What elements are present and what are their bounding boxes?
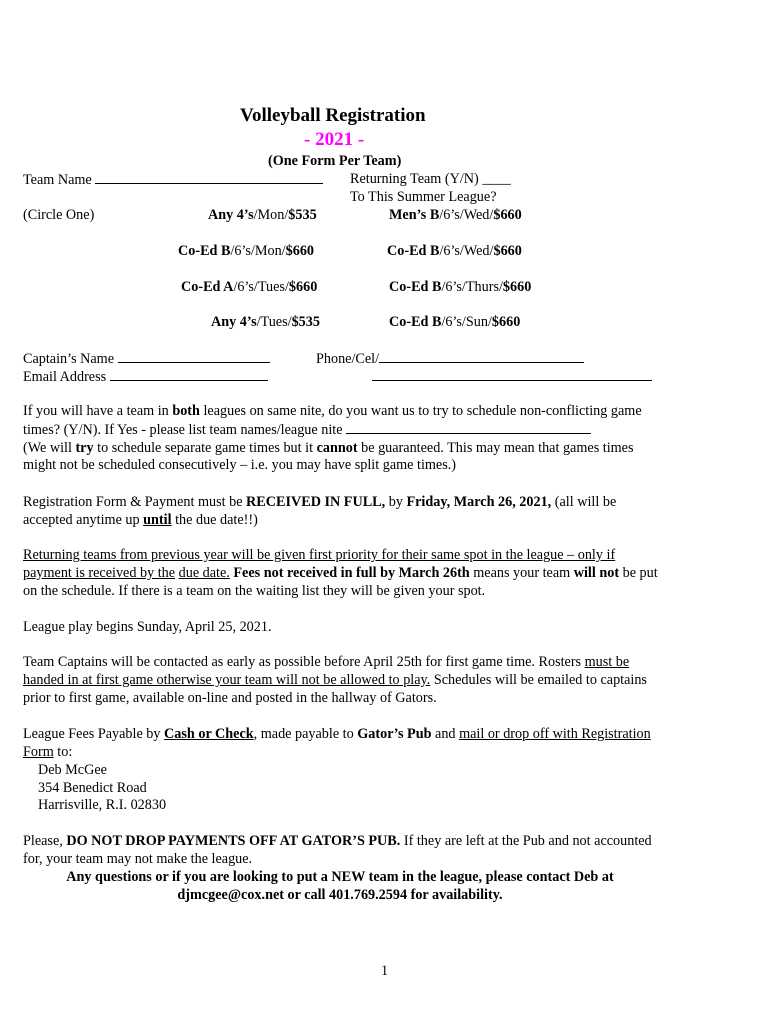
- league-fee: $660: [285, 243, 314, 259]
- summer-league-question: To This Summer League?: [350, 189, 497, 205]
- team-names-field[interactable]: [346, 421, 591, 434]
- email-extra-row: [372, 368, 652, 387]
- league-fee: $660: [491, 314, 521, 330]
- league-option[interactable]: [178, 243, 314, 261]
- contact-line-2: djmcgee@cox.net or call 401.769.2594 for availability.: [177, 887, 503, 903]
- league-name: Any 4’s: [208, 207, 254, 223]
- league-fee: $535: [291, 314, 320, 330]
- league-schedule: /Mon/: [253, 207, 289, 223]
- page-number: 1: [381, 963, 389, 979]
- league-fee: $660: [288, 279, 318, 295]
- phone-field[interactable]: [379, 350, 584, 363]
- address-name: Deb McGee: [38, 762, 107, 778]
- circle-one-label: (Circle One): [23, 207, 95, 223]
- league-name: Co-Ed B: [387, 243, 440, 259]
- captain-row: [23, 350, 270, 369]
- returning-team-label: Returning Team (Y/N) ____: [350, 171, 511, 187]
- address-city: Harrisville, R.I. 02830: [38, 797, 167, 813]
- league-option[interactable]: [211, 314, 320, 332]
- email-row: [23, 368, 268, 387]
- phone-label: Phone/Cel/: [316, 351, 380, 367]
- deadline-paragraph: Registration Form & Payment must be RECEIVED IN FULL, by Friday, March 26, 2021, (all will be accepted anytime up until the due date!!): [23, 494, 617, 528]
- league-schedule: /6’s/Wed/: [439, 207, 494, 223]
- league-start-paragraph: League play begins Sunday, April 25, 2021.: [23, 619, 272, 635]
- league-option[interactable]: [389, 279, 531, 297]
- league-fee: $660: [493, 243, 522, 259]
- league-name: Co-Ed B: [178, 243, 231, 259]
- returning-teams-paragraph: Returning teams from previous year will be given first priority for their same spot in the league – only if payment is received by the due date. Fees not received in full by March 26th means your team will not be put on the schedule. If there is a team on the waiting list they will be given your spot.: [23, 547, 658, 599]
- team-name-row: [23, 171, 323, 190]
- same-nite-paragraph: If you will have a team in both leagues on same nite, do you want us to try to schedule non-conflicting game times? (Y/N). If Yes - please list team names/league nite (We will try to schedule separate game times but it cannot be guaranteed. This may mean that games times might not be scheduled consecutively – i.e. you may have split game times.): [23, 403, 642, 474]
- league-fee: $535: [288, 207, 317, 223]
- league-option[interactable]: [208, 207, 317, 225]
- captain-name-field[interactable]: [118, 350, 270, 363]
- address-street: 354 Benedict Road: [38, 780, 147, 796]
- league-name: Co-Ed B: [389, 279, 442, 295]
- no-drop-paragraph: Please, DO NOT DROP PAYMENTS OFF AT GATOR’S PUB. If they are left at the Pub and not accounted for, your team may not make the league.: [23, 833, 652, 867]
- league-schedule: /Tues/: [256, 314, 292, 330]
- email-label: Email Address: [23, 369, 107, 385]
- league-option[interactable]: [389, 314, 520, 332]
- form-year: - 2021 -: [304, 129, 365, 150]
- captains-paragraph: Team Captains will be contacted as early as possible before April 25th for first game time. Rosters must be handed in at first game otherwise your team will not be allowed to play. Schedules will be emailed to captains prior to first game, available on-line and posted in the hallway of Gators.: [23, 654, 647, 706]
- form-subtitle: (One Form Per Team): [268, 153, 402, 169]
- league-name: Co-Ed A: [181, 279, 234, 295]
- league-schedule: /6’s/Mon/: [230, 243, 286, 259]
- league-fee: $660: [502, 279, 532, 295]
- league-schedule: /6’s/Wed/: [439, 243, 494, 259]
- contact-line-1: Any questions or if you are looking to put a NEW team in the league, please contact Deb at: [66, 869, 614, 885]
- fees-paragraph: League Fees Payable by Cash or Check, made payable to Gator’s Pub and mail or drop off with Registration Form to:: [23, 726, 651, 760]
- email-extra-field[interactable]: [372, 368, 652, 381]
- league-schedule: /6’s/Thurs/: [441, 279, 503, 295]
- league-option[interactable]: [181, 279, 317, 297]
- league-name: Co-Ed B: [389, 314, 442, 330]
- team-name-field[interactable]: [95, 171, 323, 184]
- form-title: Volleyball Registration: [240, 105, 426, 126]
- email-field[interactable]: [110, 368, 268, 381]
- league-name: Men’s B: [389, 207, 440, 223]
- phone-row: [316, 350, 584, 369]
- team-name-label: Team Name: [23, 172, 92, 188]
- captain-name-label: Captain’s Name: [23, 351, 115, 367]
- league-name: Any 4’s: [211, 314, 257, 330]
- league-schedule: /6’s/Sun/: [441, 314, 492, 330]
- league-option[interactable]: [389, 207, 522, 225]
- league-option[interactable]: [387, 243, 522, 261]
- league-fee: $660: [493, 207, 522, 223]
- league-schedule: /6’s/Tues/: [233, 279, 289, 295]
